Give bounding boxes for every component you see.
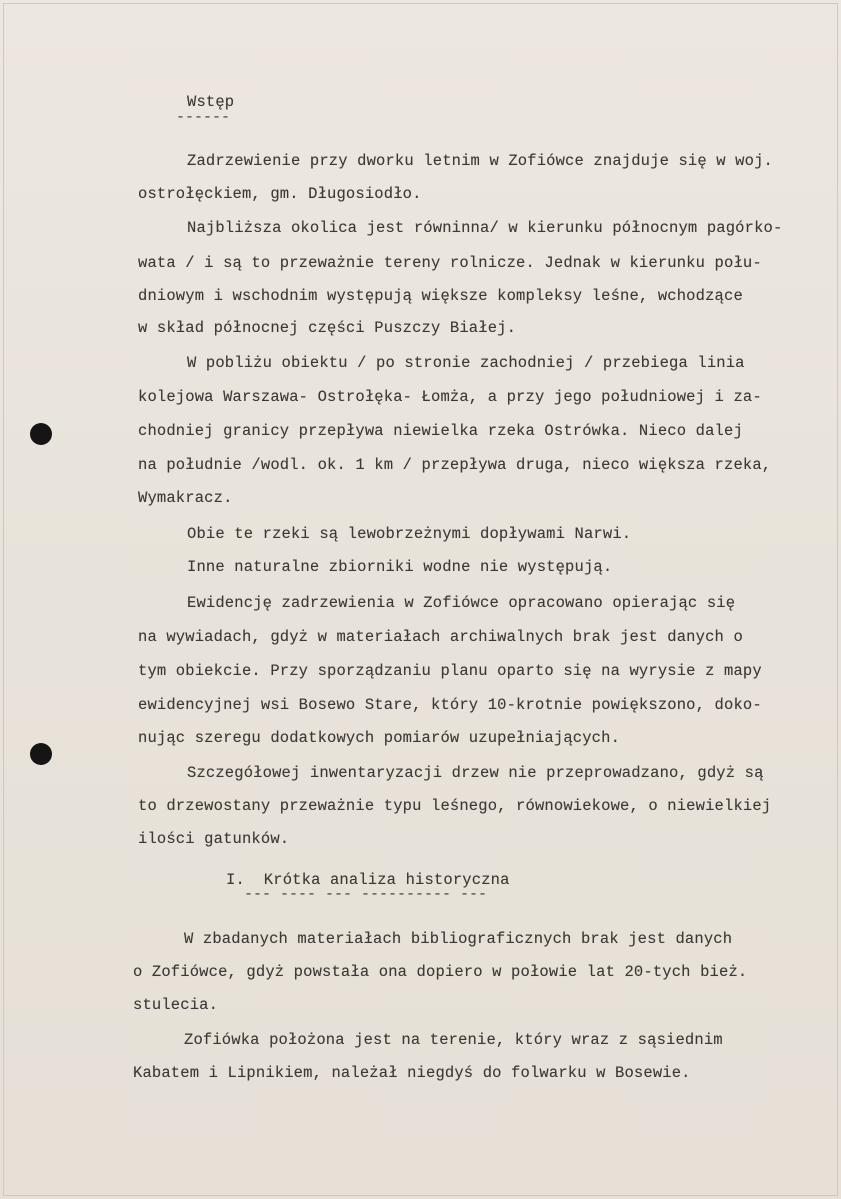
text-line: chodniej granicy przepływa niewielka rzeka Ostrówka. Nieco dalej [138,422,743,440]
text-line: nując szeregu dodatkowych pomiarów uzupełniających. [138,729,621,747]
text-line: dniowym i wschodnim występują większe kompleksy leśne, wchodzące [138,287,743,305]
text-line: o Zofiówce, gdyż powstała ona dopiero w połowie lat 20-tych bież. [133,963,748,981]
text-line: W pobliżu obiektu / po stronie zachodniej / przebiega linia [187,354,745,372]
punch-hole-bottom [30,743,52,765]
text-line: Obie te rzeki są lewobrzeżnymi dopływami Narwi. [187,525,632,543]
text-line: kolejowa Warszawa- Ostrołęka- Łomża, a przy jego południowej i za- [138,388,762,406]
text-line: ewidencyjnej wsi Bosewo Stare, który 10-krotnie powiększono, doko- [138,696,762,714]
text-line: W zbadanych materiałach bibliograficznych brak jest danych [184,930,733,948]
heading-underline: ------ [176,109,231,126]
text-line: Kabatem i Lipnikiem, należał niegdyś do folwarku w Bosewie. [133,1064,691,1082]
text-line: w skład północnej części Puszczy Białej. [138,319,517,337]
text-line: Ewidencję zadrzewienia w Zofiówce opracowano opierając się [187,594,736,612]
text-line: stulecia. [133,996,219,1014]
text-line: to drzewostany przeważnie typu leśnego, równowiekowe, o niewielkiej [138,797,772,815]
text-line: Zofiówka położona jest na terenie, który wraz z sąsiednim [184,1031,723,1049]
text-line: Szczegółowej inwentaryzacji drzew nie przeprowadzano, gdyż są [187,764,764,782]
text-line: na południe /wodl. ok. 1 km / przepływa druga, nieco większa rzeka, [138,456,772,474]
section-title: I. Krótka analiza historyczna [226,871,510,889]
text-line: Inne naturalne zbiorniki wodne nie występują. [187,558,613,576]
text-line: Zadrzewienie przy dworku letnim w Zofiówce znajduje się w woj. [187,152,773,170]
text-line: tym obiekcie. Przy sporządzaniu planu oparto się na wyrysie z mapy [138,662,762,680]
section-underline: --- ---- --- ---------- --- [244,886,488,903]
text-line: ilości gatunków. [138,830,290,848]
text-line: Najbliższa okolica jest równinna/ w kierunku północnym pagórko- [187,219,783,237]
text-line: wata / i są to przeważnie tereny rolnicze. Jednak w kierunku połu- [138,254,762,272]
punch-hole-top [30,423,52,445]
text-line: na wywiadach, gdyż w materiałach archiwalnych brak jest danych o [138,628,743,646]
text-line: ostrołęckiem, gm. Długosiodło. [138,185,422,203]
heading-title: Wstęp [187,93,235,111]
text-line: Wymakracz. [138,489,233,507]
